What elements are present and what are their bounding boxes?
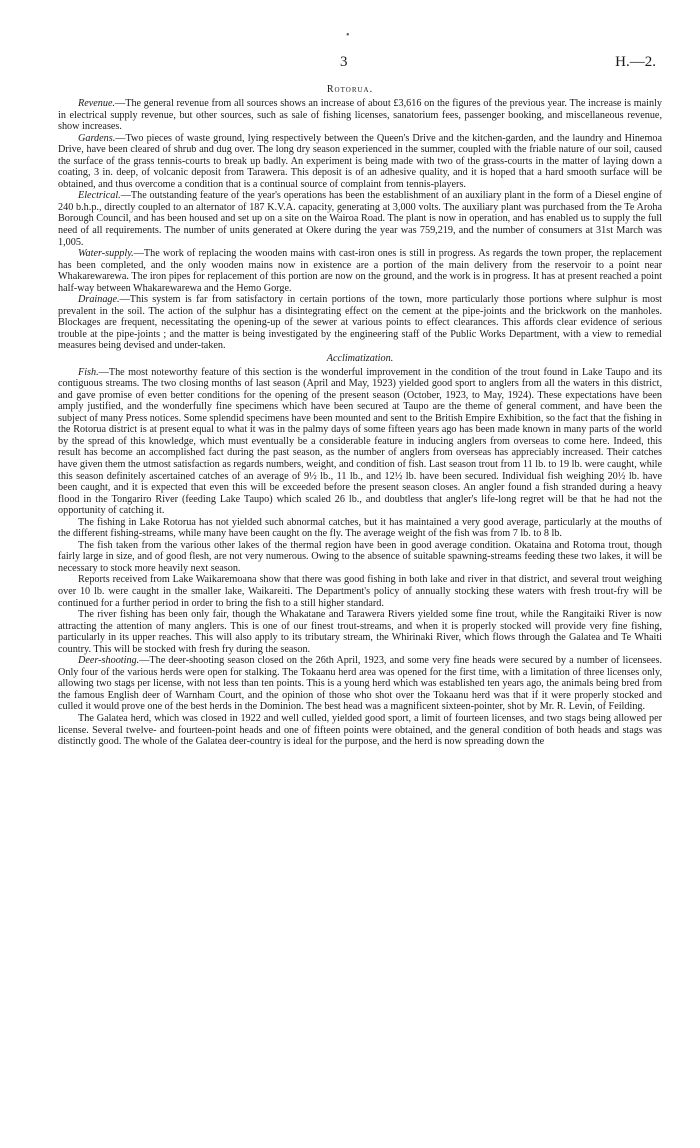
paragraph-text: —The deer-shooting season closed on the 26th April, 1923, and some very fine heads were secured by a number of licensees. Only four of the various herds were open for stalking. The Tokaanu herd area was opened for the first time, with a limitation of three licenses only, allowing two stags per license, with not less than ten points. This is a young herd which was established ten years ago, the animals being bred from the famous English deer of Warnham Court, and the opinion of those who shot over the Tokaanu herd was that if it were properly stocked and culled it would prove one of the best herds in the Dominion. The best head was a magnificent sixteen-pointer, shot by Mr. R. Levin, of Feilding. — [58, 655, 662, 713]
paragraph-text: —The work of replacing the wooden mains with cast-iron ones is still in progress. As regards the town proper, the replacement has been completed, and the only wooden mains now in existence are a portion of the main delivery from the reservoir to a point near Whakarewarewa. The iron pipes for replacement of this portion are now on the ground, and the work is in progress. It has at present reached a point half-way between Whakarewarewa and the Hemo Gorge. — [58, 248, 662, 294]
paragraph-lake-rotorua: The fishing in Lake Rotorua has not yielded such abnormal catches, but it has maintained a very good average, particularly at the mouths of the different fishing-streams, while many have been caught on the fly. The average weight of the fish was from 7 lb. to 8 lb. — [58, 516, 662, 540]
paragraph-text: —Two pieces of waste ground, lying respectively between the Queen's Drive and the kitchen-garden, and the laundry and Hinemoa Drive, have been cleared of shrub and dug over. The long dry season experienced in the summer, coupled with the friable nature of our soil, caused the surface of the grass tennis-courts to break up badly. An experiment is being made with two of the grass-courts in the matter of laying down a coating, 3 in. deep, of volcanic deposit from Tarawera. This deposit is of an adhesive quality, and it is hoped that a hard smooth surface will be obtained, and thus overcome a condition that is a continual source of complaint from tennis-players. — [58, 132, 662, 190]
paragraph-galatea-herd: The Galatea herd, which was closed in 1922 and well culled, yielded good sport, a limit of fourteen licenses, and two stags being allowed per license. Several twelve- and fourteen-point heads and one of fifteen points were obtained, and the general condition of both heads and stags was distinctly good. The whole of the Galatea deer-country is ideal for the purpose, and the herd is now spreading down the — [58, 712, 662, 748]
paragraph-lead: Electrical. — [78, 190, 121, 202]
paragraph-revenue — [58, 98, 662, 133]
paragraph-gardens — [58, 133, 662, 191]
paragraph-text: —The general revenue from all sources shows an increase of about £3,616 on the figures of the previous year. The increase is mainly in electrical supply revenue, but other sources, such as sale of fishing licenses, sanatorium fees, passenger booking, and miscellaneous revenue, show increases. — [58, 98, 662, 133]
section-title: Rotorua. — [326, 84, 374, 95]
paragraph-lead: Drainage. — [78, 294, 120, 306]
document-body — [58, 98, 662, 748]
document-reference: H.—2. — [615, 54, 656, 70]
paragraph-drainage — [58, 294, 662, 352]
paragraph-text: —The outstanding feature of the year's operations has been the establishment of an auxiliary plant in the form of a Diesel engine of 240 b.h.p., directly coupled to an alternator of 187 K.V.A. capacity, generating at 3,000 volts. The auxiliary plant was purchased from the Te Aroha Borough Council, and has been housed and set up on a site on the Wairoa Road. The plant is now in operation, and has enabled us to supply the full need of all requirements. The number of units generated at Okere during the year was 759,219, and the number of consumers at 31st March was 1,005. — [58, 190, 662, 248]
paragraph-text: —The most noteworthy feature of this section is the wonderful improvement in the condition of the trout found in Lake Taupo and its contiguous streams. The two closing months of last season (April and May, 1923) yielded good sport to anglers from all the waters in this district, and gave promise of even better conditions for the opening of the present season (October, 1923, to May, 1924). These expectations have been amply justified, and the wonderfully fine specimens which have been secured at Taupo are the theme of general comment, and have been the subject of many Press notices. Some splendid specimens have been mounted and sent to the British Empire Exhibition, so the fact that the fishing in the Rotorua district is at present equal to what it was in the palmy days of some fifteen years ago has been made known in many parts of the world by the spread of this knowledge, which must eventually be a considerable feature in inducing anglers from overseas to come here. Indeed, this result has become an accomplished fact during the past season, as the number of anglers from overseas has appreciably increased. Their catches have given them the utmost satisfaction as regards numbers, weight, and condition of fish. Last season trout from 11 lb. to 19 lb. were caught, while this season definitely ascertained catches of an average of 9½ lb., 11 lb., and 12½ lb. have been secured. Individual fish weighing 20½ lb. have been caught, and it is expected that even this will be exceeded before the present season closes. An angler found a fish stranded during a heavy flood in the Tongariro River (feeding Lake Taupo) which scaled 26 lb., and doubtless that angler's life-long regret will be that he had not the opportunity of catching it. — [58, 366, 662, 517]
paragraph-water-supply — [58, 248, 662, 294]
paragraph-lead: Water-supply. — [78, 248, 134, 260]
paragraph-lead: Fish. — [78, 366, 99, 378]
paragraph-lead: Deer-shooting. — [78, 655, 140, 667]
top-mark: • — [346, 30, 350, 41]
paragraph-lead: Revenue. — [78, 98, 116, 109]
page-number: 3 — [340, 54, 348, 70]
paragraph-river-fishing: The river fishing has been only fair, though the Whakatane and Tarawera Rivers yielded some fine trout, while the Rangitaiki River is now attracting the attention of many anglers. This is one of our finest trout-streams, and when it is properly stocked will provide very fine fishing, particularly in its upper reaches. This will also apply to its tributary stream, the Whirinaki River, which flows through the Galatea and Te Whaiti country. This will be stocked with fresh fry during the season. — [58, 609, 662, 655]
paragraph-electrical — [58, 190, 662, 248]
paragraph-other-lakes: The fish taken from the various other lakes of the thermal region have been in good average condition. Okataina and Rotoma trout, though fairly large in size, and of good flesh, are not very numerous. Owing to the absence of suitable spawning-streams feeding these two lakes, it will be necessary to stock more heavily next season. — [58, 539, 662, 574]
paragraph-deer-shooting — [58, 655, 662, 713]
subheading-acclimatization: Acclimatization. — [326, 353, 394, 365]
paragraph-fish — [58, 367, 662, 517]
paragraph-lead: Gardens. — [78, 132, 116, 144]
paragraph-waikaremoana: Reports received from Lake Waikaremoana show that there was good fishing in both lake and river in that district, and several trout weighing over 10 lb. were caught in the smaller lake, Waikareiti. The Department's policy of annually stocking these waters with fresh trout-fry will be continued for a further period in order to bring the fish to a still higher standard. — [58, 574, 662, 609]
paragraph-text: —This system is far from satisfactory in certain portions of the town, more particularly those portions where sulphur is most prevalent in the soil. The action of the sulphur has a disintegrating effect on the cement at the pipe-joints and the brickwork on the manholes. Blockages are frequent, necessitating the opening-up of the sewer at various points to effect clearances. This affords clear evidence of serious trouble at the pipe-joints ; and the matter is being investigated by the engineering staff of the Public Works Department, with a view to remedial measures being devised and under-taken. — [58, 294, 662, 352]
